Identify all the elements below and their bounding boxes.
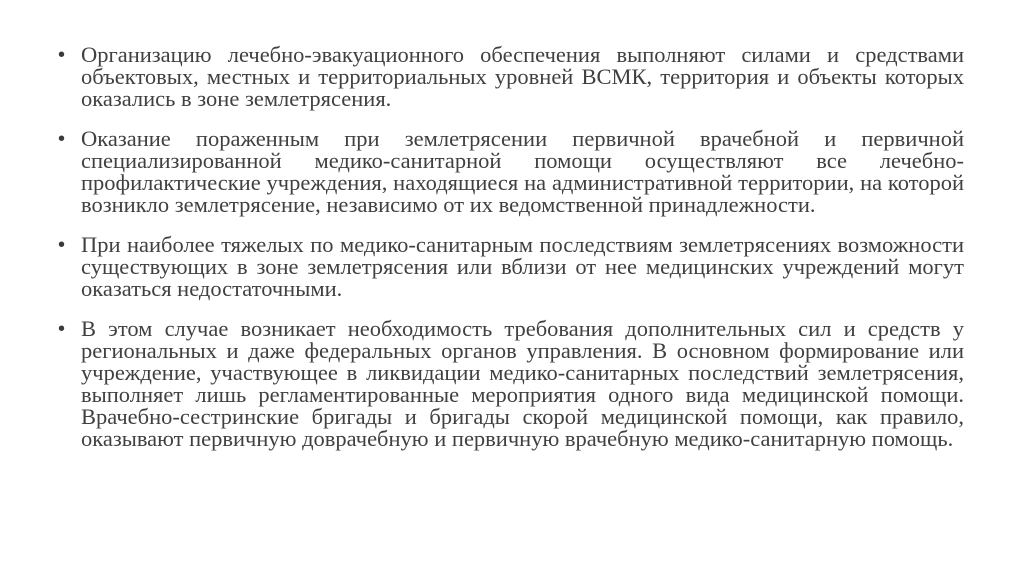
bullet-text: В этом случае возникает необходимость требования дополнительных сил и средств у региональных и даже федеральных органов управления. В основном формирование или учреждение, участвующее в ликвидации медико-санитарных последствий землетрясения, выполняет лишь регламентированные мероприятия одного вида медицинской помощи. Врачебно-сестринские бригады и бригады скорой медицинской помощи, как правило, оказывают первичную доврачебную и первичную врачебную медико-санитарную помощь. (81, 316, 964, 451)
bullet-marker: • (58, 234, 66, 256)
bullet-item-1 (58, 44, 964, 110)
bullet-item-4 (58, 318, 964, 450)
bullet-text: Оказание пораженным при землетрясении первичной врачебной и первичной специализированной медико-санитарной помощи осуществляют все лечебно-профилактические учреждения, находящиеся на административной территории, на которой возникло землетрясение, независимо от их ведомственной принадлежности. (81, 126, 964, 217)
bullet-item-2 (58, 128, 964, 216)
bullet-text: При наиболее тяжелых по медико-санитарным последствиям землетрясениях возможности существующих в зоне землетрясения или вблизи от нее медицинских учреждений могут оказаться недостаточными. (81, 232, 964, 301)
bullet-marker: • (58, 128, 66, 150)
bullet-marker: • (58, 44, 66, 66)
bullet-item-3 (58, 234, 964, 300)
bullet-text: Организацию лечебно-эвакуационного обеспечения выполняют силами и средствами объектовых, местных и территориальных уровней ВСМК, территория и объекты которых оказались в зоне землетрясения. (81, 42, 964, 111)
bullet-list (58, 44, 964, 468)
bullet-marker: • (58, 318, 66, 340)
